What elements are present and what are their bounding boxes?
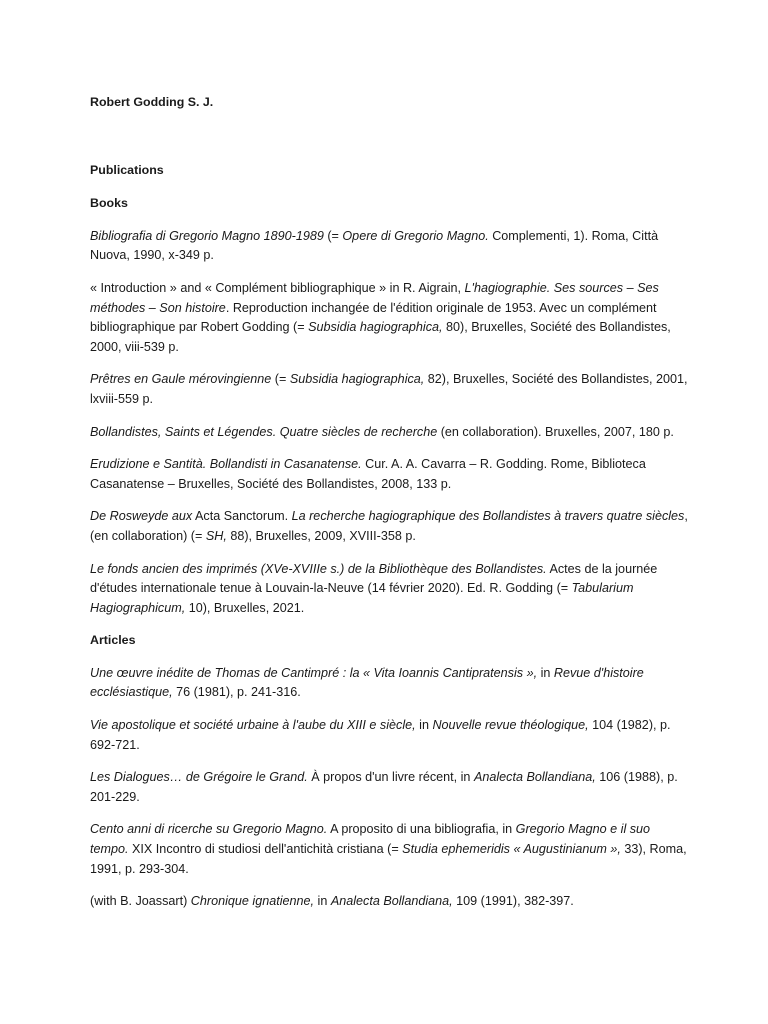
book-entry bbox=[90, 423, 688, 443]
citation-text: (with B. Joassart) bbox=[90, 894, 191, 909]
italic-title-text: Revue d'histoire ecclésiastique, bbox=[90, 665, 644, 700]
book-entry bbox=[90, 227, 688, 266]
italic-title-text: Bibliografia di Gregorio Magno 1890-1989 bbox=[90, 228, 324, 243]
citation-text: (= bbox=[323, 228, 343, 243]
italic-title-text: Opere di Gregorio Magno. bbox=[342, 228, 489, 243]
articles-list bbox=[90, 664, 688, 912]
italic-title-text: Gregorio Magno e il suo tempo. bbox=[90, 822, 651, 857]
citation-text: . Reproduction inchangée de l'édition originale de 1953. Avec un complément bibliographique par Robert Godding (= bbox=[90, 300, 657, 335]
citation-text: in bbox=[314, 894, 331, 909]
book-entry bbox=[90, 370, 688, 409]
citation-text: 82), Bruxelles, Société des Bollandistes, 2001, lxviii-559 p. bbox=[90, 372, 688, 406]
citation-text: « Introduction » and « Complément bibliographique » in R. Aigrain, bbox=[90, 280, 465, 295]
citation-text: À propos d'un livre récent, in bbox=[307, 770, 474, 785]
italic-title-text: Prêtres en Gaule mérovingienne bbox=[90, 372, 272, 387]
citation-text: Cur. A. A. Cavarra – R. Godding. Rome, Biblioteca Casanatense – Bruxelles, Société des Bollandistes, 2008, 133 p. bbox=[90, 457, 646, 491]
article-entry bbox=[90, 768, 688, 807]
book-entry bbox=[90, 507, 688, 546]
citation-text: , (en collaboration) (= bbox=[90, 509, 688, 543]
citation-text: 80), Bruxelles, Société des Bollandistes, 2000, viii-539 p. bbox=[90, 320, 671, 354]
citation-text: in bbox=[537, 665, 554, 680]
citation-text: 106 (1988), p. 201-229. bbox=[90, 770, 678, 804]
article-entry bbox=[90, 716, 688, 755]
citation-text: 33), Roma, 1991, p. 293-304. bbox=[90, 842, 687, 876]
italic-title-text: Nouvelle revue théologique, bbox=[432, 718, 589, 733]
italic-title-text: SH, bbox=[205, 528, 227, 543]
italic-title-text: Vie apostolique et société urbaine à l'aube du XIII e siècle, bbox=[90, 718, 416, 733]
citation-text: 104 (1982), p. 692-721. bbox=[90, 718, 671, 752]
article-entry bbox=[90, 664, 688, 703]
publications-heading: Publications bbox=[90, 162, 164, 177]
citation-text: A proposito di una bibliografia, in bbox=[327, 822, 516, 837]
italic-title-text: Tabularium Hagiographicum, bbox=[90, 581, 634, 615]
italic-title-text: Subsidia hagiographica, bbox=[289, 372, 425, 387]
italic-title-text: Le fonds ancien des imprimés (XVe-XVIIIe s.) de la Bibliothèque des Bollandistes. bbox=[90, 561, 547, 576]
author-name: Robert Godding S. J. bbox=[90, 95, 214, 109]
italic-title-text: Cento anni di ricerche su Gregorio Magno. bbox=[90, 822, 328, 837]
citation-text: 109 (1991), 382-397. bbox=[452, 894, 574, 909]
citation-text: 10), Bruxelles, 2021. bbox=[185, 600, 305, 615]
italic-title-text: Analecta Bollandiana, bbox=[330, 894, 453, 909]
books-heading: Books bbox=[90, 196, 128, 211]
books-list bbox=[90, 227, 688, 619]
italic-title-text: De Rosweyde aux bbox=[90, 509, 193, 524]
italic-title-text: Une œuvre inédite de Thomas de Cantimpré : la « Vita Ioannis Cantipratensis », bbox=[90, 665, 538, 680]
italic-title-text: Les Dialogues… de Grégoire le Grand. bbox=[90, 770, 308, 785]
citation-text: Complementi, 1). Roma, Città Nuova, 1990, x-349 p. bbox=[90, 228, 659, 263]
citation-text: in bbox=[415, 718, 433, 733]
citation-text: Actes de la journée d'études internationale tenue à Louvain-la-Neuve (14 février 2020). Ed. R. Godding (= bbox=[90, 561, 658, 596]
italic-title-text: L'hagiographie. Ses sources – Ses méthodes – Son histoire bbox=[90, 280, 659, 315]
italic-title-text: Studia ephemeridis « Augustinianum », bbox=[402, 842, 621, 857]
citation-text: XIX Incontro di studiosi dell'antichità cristiana (= bbox=[128, 842, 403, 857]
citation-text: Acta Sanctorum. bbox=[192, 509, 292, 524]
article-entry bbox=[90, 820, 688, 879]
book-entry bbox=[90, 560, 688, 619]
citation-text: 76 (1981), p. 241-316. bbox=[172, 685, 301, 700]
italic-title-text: Bollandistes, Saints et Légendes. Quatre siècles de recherche bbox=[90, 424, 438, 439]
italic-title-text: Subsidia hagiographica, bbox=[308, 320, 443, 335]
article-entry bbox=[90, 892, 688, 912]
italic-title-text: Chronique ignatienne, bbox=[190, 894, 315, 909]
citation-text: (en collaboration). Bruxelles, 2007, 180 p. bbox=[437, 424, 674, 439]
italic-title-text: Erudizione e Santità. Bollandisti in Casanatense. bbox=[90, 457, 362, 472]
book-entry bbox=[90, 455, 688, 494]
citation-text: (= bbox=[271, 372, 290, 387]
book-entry bbox=[90, 279, 688, 357]
italic-title-text: Analecta Bollandiana, bbox=[473, 770, 596, 785]
citation-text: 88), Bruxelles, 2009, XVIII-358 p. bbox=[226, 528, 416, 543]
italic-title-text: La recherche hagiographique des Bollandistes à travers quatre siècles bbox=[291, 509, 685, 524]
articles-heading: Articles bbox=[90, 633, 136, 648]
